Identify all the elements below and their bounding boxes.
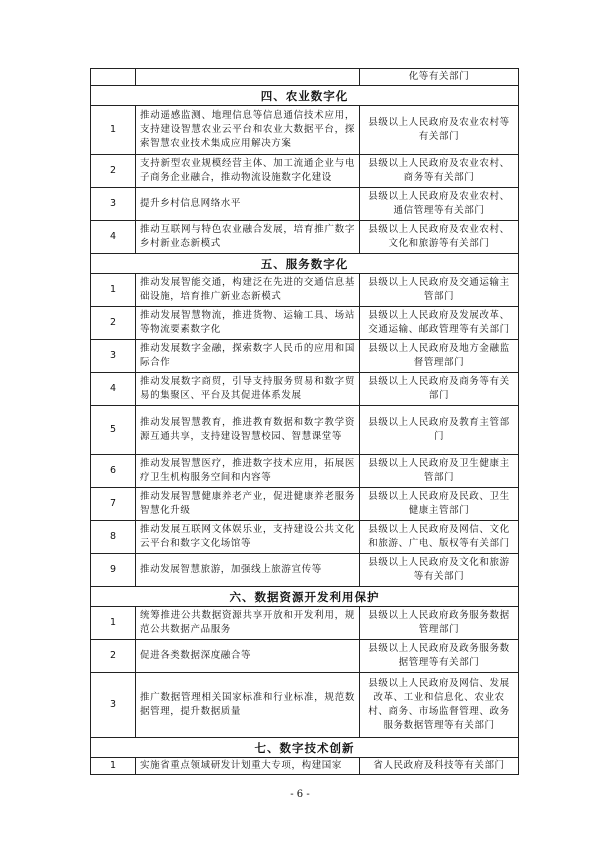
row-number-cell: 3	[91, 188, 136, 221]
department-cell: 县级以上人民政府及民政、卫生健康主管部门	[360, 488, 519, 521]
department-cell: 县级以上人民政府及农业农村、通信管理等有关部门	[360, 188, 519, 221]
department-cell: 化等有关部门	[360, 69, 519, 86]
task-table	[90, 68, 519, 775]
table-row	[91, 274, 519, 307]
row-number-cell: 6	[91, 455, 136, 488]
row-number-cell: 2	[91, 640, 136, 673]
task-cell: 推动发展数字金融，探索数字人民币的应用和国际合作	[136, 340, 360, 373]
task-cell: 推动互联网与特色农业融合发展，培育推广数字乡村新业态新模式	[136, 221, 360, 254]
section-title: 四、农业数字化	[91, 86, 519, 106]
table-row	[91, 69, 519, 86]
table-row	[91, 455, 519, 488]
department-cell: 县级以上人民政府及卫生健康主管部门	[360, 455, 519, 488]
task-cell: 推动遥感监测、地理信息等信息通信技术应用，支持建设智慧农业云平台和农业大数据平台，探索智慧农业技术集成应用解决方案	[136, 106, 360, 155]
table-row	[91, 155, 519, 188]
task-cell	[136, 69, 360, 86]
task-cell: 推动发展互联网文体娱乐业，支持建设公共文化云平台和数字文化场馆等	[136, 521, 360, 554]
department-cell: 县级以上人民政府及地方金融监督管理部门	[360, 340, 519, 373]
section-title: 五、服务数字化	[91, 254, 519, 274]
task-cell: 推动发展智慧物流，推进货物、运输工具、场站等物流要素数字化	[136, 307, 360, 340]
table-row	[91, 554, 519, 587]
row-number-cell: 3	[91, 673, 136, 738]
table-row	[91, 521, 519, 554]
document-page	[90, 68, 510, 775]
row-number-cell: 2	[91, 155, 136, 188]
row-number-cell: 4	[91, 373, 136, 406]
table-row	[91, 758, 519, 775]
row-number-cell: 1	[91, 106, 136, 155]
section-title: 七、数字技术创新	[91, 738, 519, 758]
section-header-row	[91, 738, 519, 758]
task-cell: 支持新型农业规模经营主体、加工流通企业与电子商务企业融合，推动物流设施数字化建设	[136, 155, 360, 188]
table-row	[91, 221, 519, 254]
row-number-cell: 3	[91, 340, 136, 373]
table-row	[91, 340, 519, 373]
department-cell: 县级以上人民政府及农业农村等有关部门	[360, 106, 519, 155]
table-row	[91, 607, 519, 640]
row-number-cell: 9	[91, 554, 136, 587]
page-number: - 6 -	[290, 789, 310, 800]
department-cell: 省人民政府及科技等有关部门	[360, 758, 519, 775]
task-cell: 实施省重点领域研发计划重大专项，构建国家	[136, 758, 360, 775]
section-header-row	[91, 254, 519, 274]
table-row	[91, 373, 519, 406]
department-cell: 县级以上人民政府及农业农村、文化和旅游等有关部门	[360, 221, 519, 254]
row-number-cell: 1	[91, 274, 136, 307]
row-number-cell: 1	[91, 758, 136, 775]
table-row	[91, 488, 519, 521]
department-cell: 县级以上人民政府政务服务数据管理部门	[360, 607, 519, 640]
section-header-row	[91, 86, 519, 106]
task-cell: 促进各类数据深度融合等	[136, 640, 360, 673]
department-cell: 县级以上人民政府及教育主管部门	[360, 406, 519, 455]
department-cell: 县级以上人民政府及农业农村、商务等有关部门	[360, 155, 519, 188]
department-cell: 县级以上人民政府及交通运输主管部门	[360, 274, 519, 307]
task-cell: 提升乡村信息网络水平	[136, 188, 360, 221]
table-row	[91, 188, 519, 221]
task-table-body	[91, 69, 519, 775]
row-number-cell: 7	[91, 488, 136, 521]
task-cell: 推动发展智慧医疗，推进数字技术应用，拓展医疗卫生机构服务空间和内容等	[136, 455, 360, 488]
section-title: 六、数据资源开发利用保护	[91, 587, 519, 607]
task-cell: 推动发展智能交通，构建泛在先进的交通信息基础设施，培育推广新业态新模式	[136, 274, 360, 307]
row-number-cell: 2	[91, 307, 136, 340]
table-row	[91, 307, 519, 340]
table-row	[91, 673, 519, 738]
row-number-cell: 8	[91, 521, 136, 554]
department-cell: 县级以上人民政府及商务等有关部门	[360, 373, 519, 406]
table-row	[91, 406, 519, 455]
section-header-row	[91, 587, 519, 607]
department-cell: 县级以上人民政府及政务服务数据管理等有关部门	[360, 640, 519, 673]
row-number-cell: 5	[91, 406, 136, 455]
department-cell: 县级以上人民政府及网信、文化和旅游、广电、版权等有关部门	[360, 521, 519, 554]
department-cell: 县级以上人民政府及文化和旅游等有关部门	[360, 554, 519, 587]
row-number-cell: 1	[91, 607, 136, 640]
department-cell: 县级以上人民政府及发展改革、交通运输、邮政管理等有关部门	[360, 307, 519, 340]
table-row	[91, 640, 519, 673]
task-cell: 推动发展智慧旅游，加强线上旅游宣传等	[136, 554, 360, 587]
task-cell: 推动发展智慧健康养老产业，促进健康养老服务智慧化升级	[136, 488, 360, 521]
task-cell: 推动发展智慧教育，推进教育数据和数字教学资源互通共享，支持建设智慧校园、智慧课堂等	[136, 406, 360, 455]
task-cell: 统筹推进公共数据资源共享开放和开发利用，规范公共数据产品服务	[136, 607, 360, 640]
row-number-cell: 4	[91, 221, 136, 254]
task-cell: 推广数据管理相关国家标准和行业标准，规范数据管理，提升数据质量	[136, 673, 360, 738]
table-row	[91, 106, 519, 155]
task-cell: 推动发展数字商贸，引导支持服务贸易和数字贸易的集聚区、平台及其促进体系发展	[136, 373, 360, 406]
row-number-cell	[91, 69, 136, 86]
department-cell: 县级以上人民政府及网信、发展改革、工业和信息化、农业农村、商务、市场监督管理、政务服务数据管理等有关部门	[360, 673, 519, 738]
